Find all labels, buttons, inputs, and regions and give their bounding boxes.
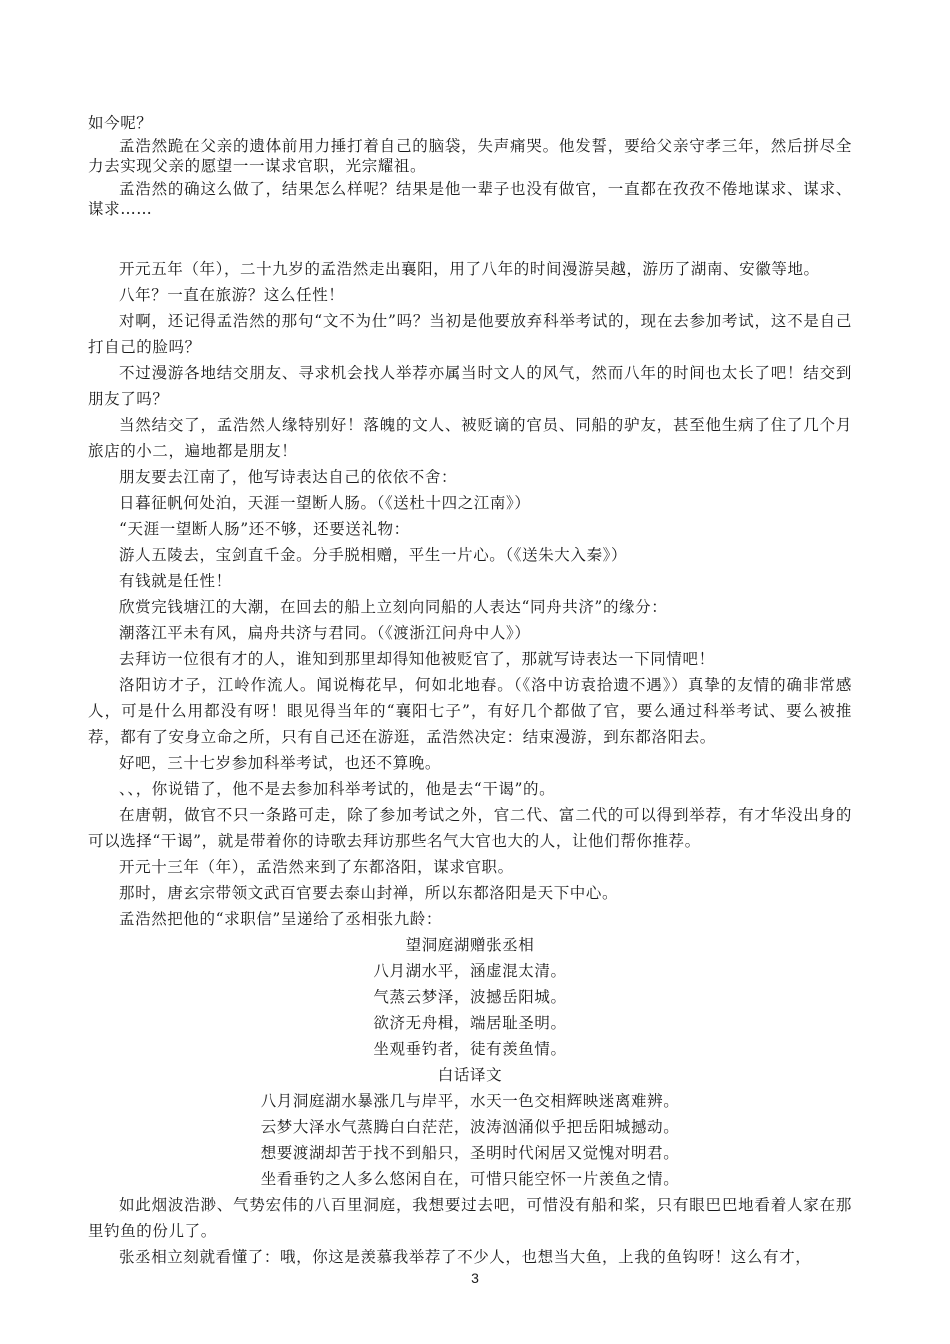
document-body [88,113,852,1270]
paragraph: 、、，你说错了，他不是去参加科举考试的，他是去“干谒”的。 [119,780,556,798]
poem-block [88,932,852,1192]
paragraph: 如今呢？ [88,114,153,132]
poem-quote: 潮落江平未有风，扁舟共济与君同。（《渡浙江问舟中人》） [119,624,531,642]
poem-line: 欲济无舟楫，端居耻圣明。 [373,1014,567,1032]
poem-title: 望洞庭湖赠张丞相 [405,936,535,954]
poem-line: 坐观垂钓者，徒有羡鱼情。 [373,1040,567,1058]
paragraph: 当然结交了，孟浩然人缘特别好！落魄的文人、被贬谪的官员、同船的驴友，甚至他生病了住了几个月旅店的小二，遍地都是朋友！ [88,416,852,460]
paragraph: 开元十三年（年），孟浩然来到了东都洛阳，谋求官职。 [119,858,514,876]
paragraph: 对啊，还记得孟浩然的那句“文不为仕”吗？当初是他要放弃科举考试的，现在去参加考试，这不是自己打自己的脸吗？ [88,312,852,356]
paragraph: 张丞相立刻就看懂了：哦，你这是羡慕我举荐了不少人，也想当大鱼，上我的鱼钩呀！这么有才， [119,1248,812,1266]
paragraph: 八年？一直在旅游？这么任性！ [119,286,345,304]
page-number: 3 [471,1270,479,1286]
paragraph: 孟浩然的确这么做了，结果怎么样呢？结果是他一辈子也没有做官，一直都在孜孜不倦地谋求、谋求、谋求…… [88,180,852,218]
poem-line: 八月湖水平，涵虚混太清。 [373,962,567,980]
translation-line: 坐看垂钓之人多么悠闲自在，可惜只能空怀一片羡鱼之情。 [260,1170,680,1188]
paragraph: 有钱就是任性！ [119,572,232,590]
translation-line: 云梦大泽水气蒸腾白白茫茫，波涛汹涌似乎把岳阳城撼动。 [260,1118,680,1136]
poem-line: 气蒸云梦泽，波撼岳阳城。 [373,988,567,1006]
paragraph: 开元五年（年），二十九岁的孟浩然走出襄阳，用了八年的时间漫游吴越，游历了湖南、安徽等地。 [119,260,820,278]
translation-title: 白话译文 [437,1066,503,1084]
poem-quote: 游人五陵去，宝剑直千金。分手脱相赠，平生一片心。（《送朱大入秦》） [119,546,628,564]
paragraph: 去拜访一位很有才的人，谁知到那里却得知他被贬官了，那就写诗表达一下同情吧！ [119,650,715,668]
translation-line: 八月洞庭湖水暴涨几与岸平，水天一色交相辉映迷离难辨。 [260,1092,680,1110]
paragraph: 孟浩然跪在父亲的遗体前用力捶打着自己的脑袋，失声痛哭。他发誓，要给父亲守孝三年，然后拼尽全力去实现父亲的愿望一一谋求官职，光宗耀祖。 [88,137,852,175]
section-gap [88,222,852,256]
paragraph: “天涯一望断人肠”还不够，还要送礼物： [119,520,410,538]
paragraph: 在唐朝，做官不只一条路可走，除了参加考试之外，官二代、富二代的可以得到举荐，有才华没出身的可以选择“干谒”，就是带着你的诗歌去拜访那些名气大官也大的人，让他们帮你推荐。 [88,806,852,850]
paragraph: 朋友要去江南了，他写诗表达自己的依依不舍： [119,468,458,486]
paragraph: 那时，唐玄宗带领文武百官要去泰山封禅，所以东都洛阳是天下中心。 [119,884,619,902]
paragraph: 洛阳访才子，江岭作流人。闻说梅花早，何如北地春。（《洛中访袁拾遗不遇》）真挚的友情的确非常感人，可是什么用都没有呀！眼见得当年的“襄阳七子”，有好几个都做了官，要么通过科举考试、要么被推荐，都有了安身立命之所，只有自己还在游逛，孟浩然决定：结束漫游，到东都洛阳去。 [88,676,852,746]
paragraph: 如此烟波浩渺、气势宏伟的八百里洞庭，我想要过去吧，可惜没有船和桨，只有眼巴巴地看着人家在那里钓鱼的份儿了。 [88,1196,852,1240]
translation-line: 想要渡湖却苦于找不到船只，圣明时代闲居又觉愧对明君。 [260,1144,680,1162]
paragraph: 欣赏完钱塘江的大潮，在回去的船上立刻向同船的人表达“同舟共济”的缘分： [119,598,668,616]
paragraph: 好吧，三十七岁参加科举考试，也还不算晚。 [119,754,442,772]
poem-quote: 日暮征帆何处泊，天涯一望断人肠。（《送杜十四之江南》） [119,494,531,512]
paragraph: 不过漫游各地结交朋友、寻求机会找人举荐亦属当时文人的风气，然而八年的时间也太长了吧！结交到朋友了吗？ [88,364,852,408]
paragraph: 孟浩然把他的“求职信”呈递给了丞相张九龄： [119,910,442,928]
